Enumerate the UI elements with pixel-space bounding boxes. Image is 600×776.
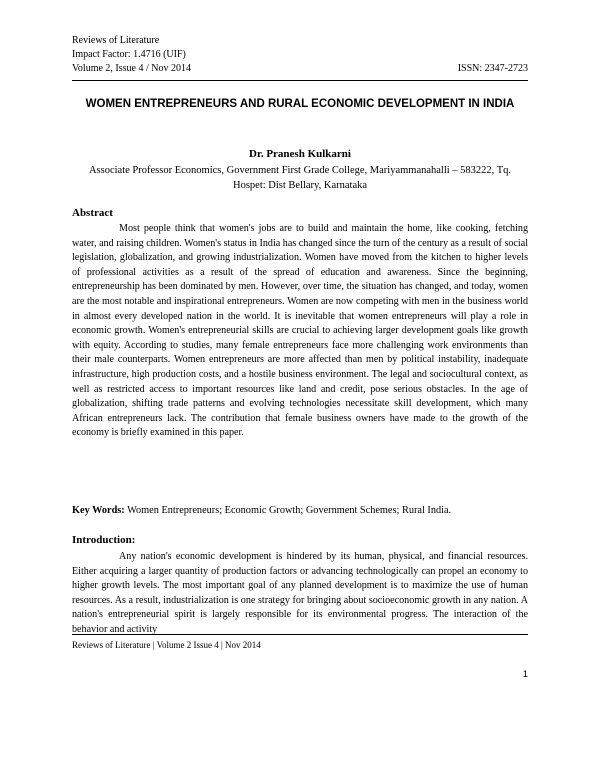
keywords-text: Women Entrepreneurs; Economic Growth; Government Schemes; Rural India.	[127, 505, 452, 516]
introduction-text: Any nation's economic development is hindered by its human, physical, and financial resources. Either acquiring a larger quantity of production factors or advancing technologically can propel an economy to higher growth levels. The most important goal of any planned development is to maximize the use of human resources. As a result, industrialization is one strategy for bringing about socioeconomic growth in any nation. A nation's entrepreneurial spirit is largely responsible for its environmental progress. The interaction of the behavior and activity	[72, 551, 528, 635]
issn: ISSN: 2347-2723	[457, 63, 528, 74]
footer-divider	[72, 634, 528, 635]
page-number: 1	[522, 669, 528, 680]
author-affiliation: Associate Professor Economics, Government First Grade College, Mariyammanahalli – 583222, Tq. Hospet: Dist Bellary, Karnataka	[88, 165, 512, 191]
footer-text: Reviews of Literature | Volume 2 Issue 4 | Nov 2014	[72, 640, 261, 650]
paper-title: WOMEN ENTREPRENEURS AND RURAL ECONOMIC DEVELOPMENT IN INDIA	[85, 98, 515, 110]
abstract-heading: Abstract	[72, 207, 113, 219]
author-name: Dr. Pranesh Kulkarni	[249, 148, 351, 160]
keywords	[72, 504, 528, 518]
journal-name: Reviews of Literature	[72, 35, 160, 46]
abstract-text: Most people think that women's jobs are to build and maintain the home, like cooking, fetching water, and raising children. Women's status in India has changed since the turn of the century as a result of social legislation, globalization, and growing industrialization. Women have moved from the kitchen to higher levels of professional activities as a result of the spread of education and awareness. Since the beginning, entrepreneurship has been dominated by men. However, over time, the situation has changed, and today, women are the most notable and inspirational entrepreneurs. Women are now competing with men in the business world in almost every developed nation in the world. It is inevitable that women entrepreneurs will play a role in economic growth. Women's entrepreneurial skills are crucial to achieving larger development goals like growth with equity. According to studies, many female entrepreneurs face more challenging work environments than their male counterparts. Women entrepreneurs are more affected than men by political instability, inadequate infrastructure, high production costs, and a hostile business environment. The legal and sociocultural context, as well as restricted access to important resources like land and credit, pose serious obstacles. In the age of globalization, shifting trade patterns and evolving technologies necessitate skill development, which many African entrepreneurs lack. The contribution that female business owners have made to the growth of the economy is briefly examined in this paper.	[72, 223, 528, 439]
header-divider	[72, 80, 528, 81]
keywords-label: Key Words:	[72, 505, 125, 516]
introduction-heading: Introduction:	[72, 534, 136, 546]
volume-issue: Volume 2, Issue 4 / Nov 2014	[72, 63, 191, 74]
impact-factor: Impact Factor: 1.4716 (UIF)	[72, 49, 186, 60]
